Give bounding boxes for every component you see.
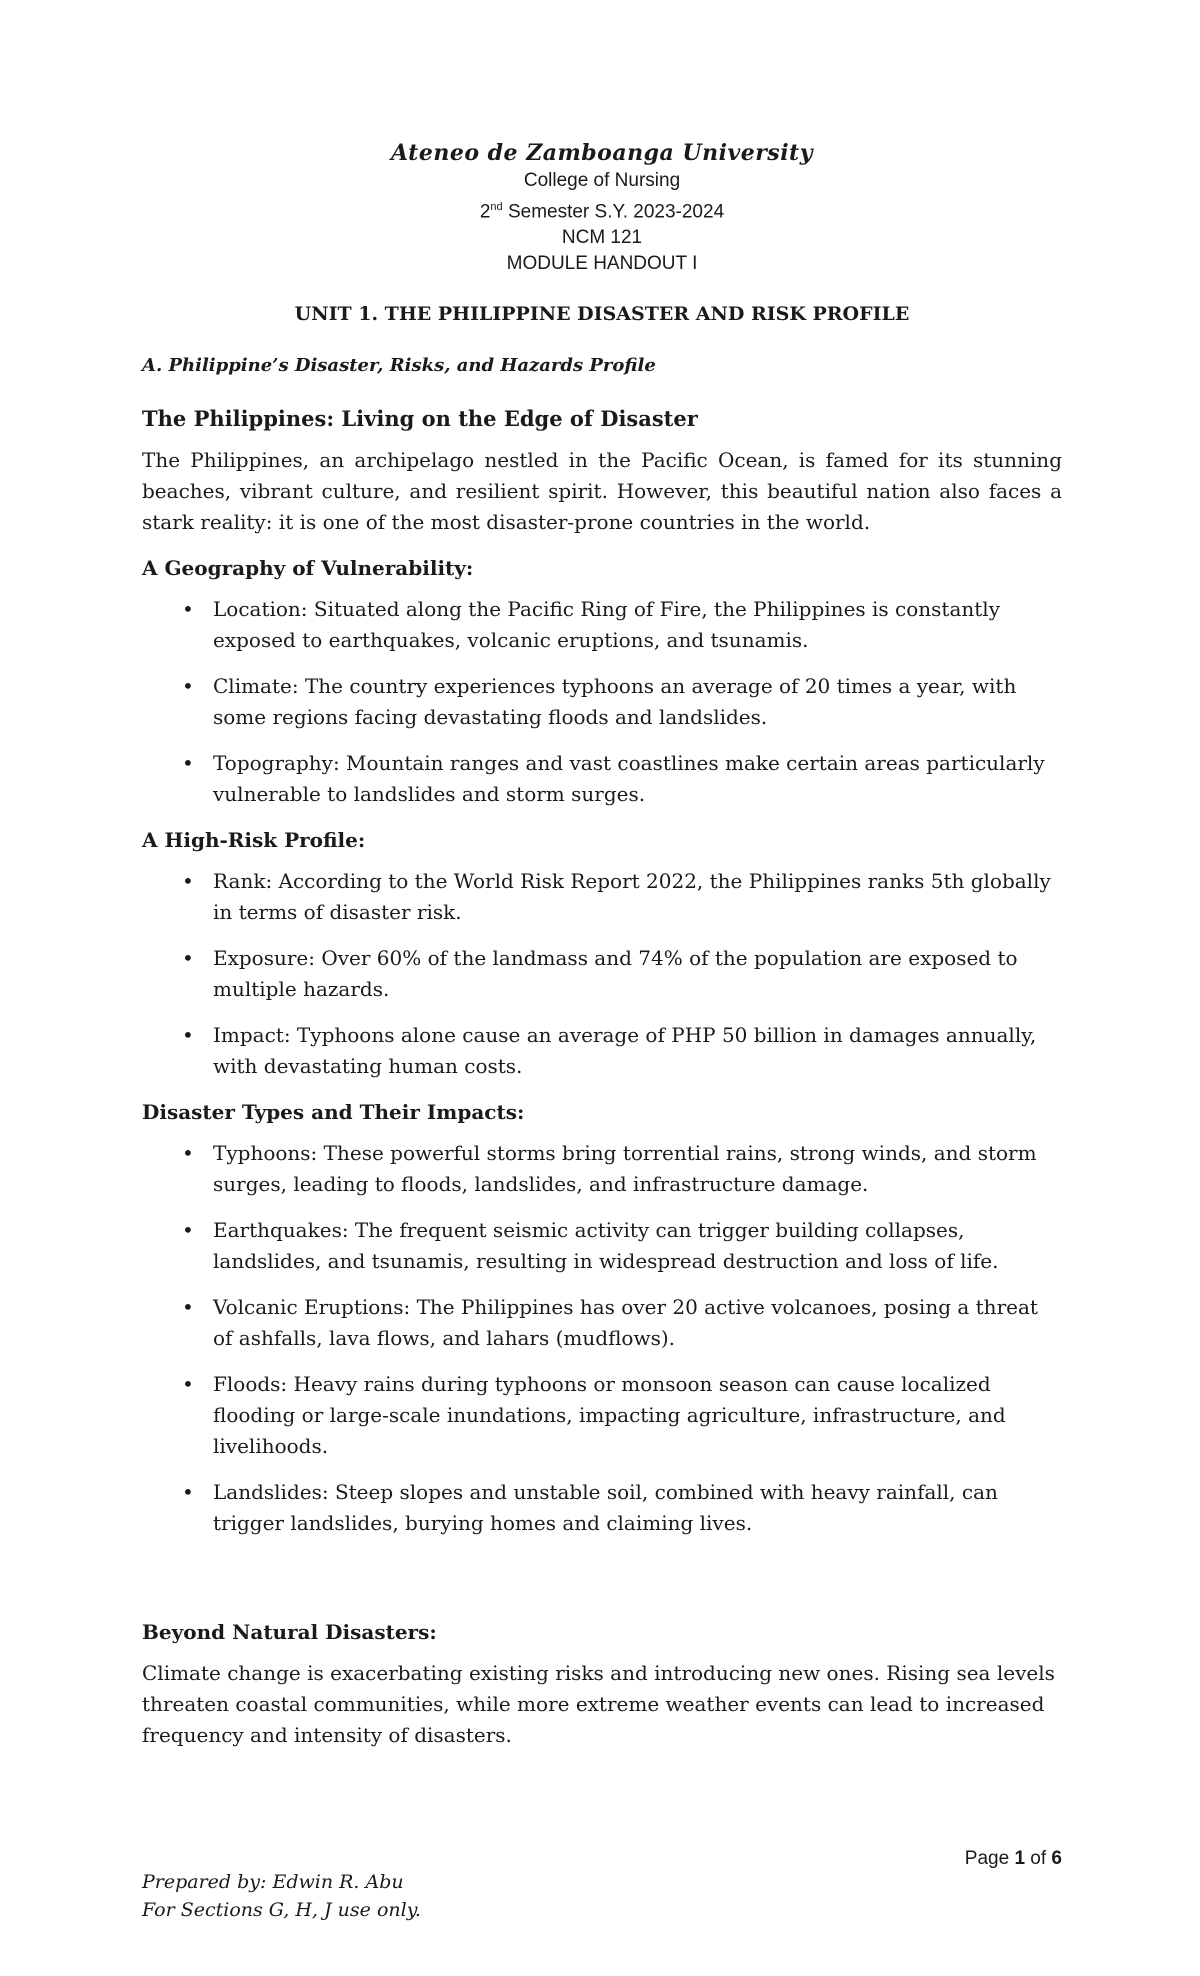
university-name: Ateneo de Zamboanga University xyxy=(391,140,813,166)
list-item-text: Impact: Typhoons alone cause an average of PHP 50 billion in damages annually, with devastating human costs. xyxy=(213,1023,1037,1079)
document-header xyxy=(142,138,1062,277)
college-name: College of Nursing xyxy=(523,170,681,191)
semester-text: Semester S.Y. 2023-2024 xyxy=(502,201,725,223)
page-number xyxy=(965,1848,1062,1870)
bullet-icon: • xyxy=(182,1023,194,1048)
geography-list xyxy=(142,594,1062,810)
page-current: 1 xyxy=(1014,1848,1026,1869)
unit-title: UNIT 1. THE PHILIPPINE DISASTER AND RISK PROFILE xyxy=(294,303,910,326)
bullet-icon: • xyxy=(182,1218,194,1243)
list-item xyxy=(142,594,1062,656)
bullet-icon: • xyxy=(182,674,194,699)
semester-suffix: nd xyxy=(490,201,503,213)
bullet-icon: • xyxy=(182,1295,194,1320)
document-page xyxy=(142,138,1062,1869)
main-heading: The Philippines: Living on the Edge of Disaster xyxy=(142,406,698,432)
section-a-title: A. Philippine’s Disaster, Risks, and Hazards Profile xyxy=(142,355,656,377)
types-list xyxy=(142,1138,1062,1539)
list-item xyxy=(142,1292,1062,1354)
prepared-by: Prepared by: Edwin R. Abu xyxy=(142,1871,404,1893)
course-code: NCM 121 xyxy=(561,227,643,249)
list-item-text: Floods: Heavy rains during typhoons or monsoon season can cause localized flooding or large-scale inundations, impacting agriculture, infrastructure, and livelihoods. xyxy=(213,1372,1006,1459)
semester-line xyxy=(142,194,1062,225)
semester-number: 2 xyxy=(479,201,491,223)
list-item xyxy=(142,671,1062,733)
bullet-icon: • xyxy=(182,1372,194,1397)
types-heading: Disaster Types and Their Impacts: xyxy=(142,1100,525,1125)
list-item-text: Topography: Mountain ranges and vast coastlines make certain areas particularly vulnerable to landslides and storm surges. xyxy=(213,751,1045,807)
intro-paragraph: The Philippines, an archipelago nestled in the Pacific Ocean, is famed for its stunning beaches, vibrant culture, and resilient spirit. However, this beautiful nation also faces a stark reality: it is one of the most disaster-prone countries in the world. xyxy=(142,448,1062,535)
geography-heading: A Geography of Vulnerability: xyxy=(142,556,474,581)
section-spacer xyxy=(142,1554,1062,1602)
bullet-icon: • xyxy=(182,597,194,622)
list-item xyxy=(142,1215,1062,1277)
list-item-text: Climate: The country experiences typhoons an average of 20 times a year, with some regions facing devastating floods and landslides. xyxy=(213,674,1017,730)
beyond-heading: Beyond Natural Disasters: xyxy=(142,1620,437,1645)
list-item xyxy=(142,1369,1062,1462)
page-prefix: Page xyxy=(964,1848,1015,1869)
beyond-paragraph: Climate change is exacerbating existing risks and introducing new ones. Rising sea levels threaten coastal communities, while more extreme weather events can lead to increased frequency and intensity of disasters. xyxy=(142,1661,1055,1748)
list-item-text: Volcanic Eruptions: The Philippines has over 20 active volcanoes, posing a threat of ashfalls, lava flows, and lahars (mudflows). xyxy=(213,1295,1038,1351)
document-footer xyxy=(142,1868,421,1924)
bullet-icon: • xyxy=(182,1141,194,1166)
list-item-text: Exposure: Over 60% of the landmass and 74% of the population are exposed to multiple hazards. xyxy=(213,946,1018,1002)
list-item xyxy=(142,943,1062,1005)
module-label: MODULE HANDOUT I xyxy=(506,253,698,275)
risk-heading: A High-Risk Profile: xyxy=(142,828,366,853)
sections-note: For Sections G, H, J use only. xyxy=(142,1899,421,1921)
list-item-text: Rank: According to the World Risk Report 2022, the Philippines ranks 5th globally in terms of disaster risk. xyxy=(213,869,1051,925)
page-total: 6 xyxy=(1051,1848,1062,1869)
list-item xyxy=(142,1020,1062,1082)
list-item xyxy=(142,866,1062,928)
list-item xyxy=(142,1477,1062,1539)
list-item-text: Earthquakes: The frequent seismic activity can trigger building collapses, landslides, and tsunamis, resulting in widespread destruction and loss of life. xyxy=(213,1218,999,1274)
list-item xyxy=(142,748,1062,810)
bullet-icon: • xyxy=(182,869,194,894)
list-item xyxy=(142,1138,1062,1200)
bullet-icon: • xyxy=(182,751,194,776)
page-of: of xyxy=(1025,1848,1052,1869)
list-item-text: Landslides: Steep slopes and unstable soil, combined with heavy rainfall, can trigger landslides, burying homes and claiming lives. xyxy=(213,1480,998,1536)
list-item-text: Location: Situated along the Pacific Ring of Fire, the Philippines is constantly exposed to earthquakes, volcanic eruptions, and tsunamis. xyxy=(213,597,1001,653)
list-item-text: Typhoons: These powerful storms bring torrential rains, strong winds, and storm surges, leading to floods, landslides, and infrastructure damage. xyxy=(213,1141,1037,1197)
risk-list xyxy=(142,866,1062,1082)
bullet-icon: • xyxy=(182,1480,194,1505)
bullet-icon: • xyxy=(182,946,194,971)
